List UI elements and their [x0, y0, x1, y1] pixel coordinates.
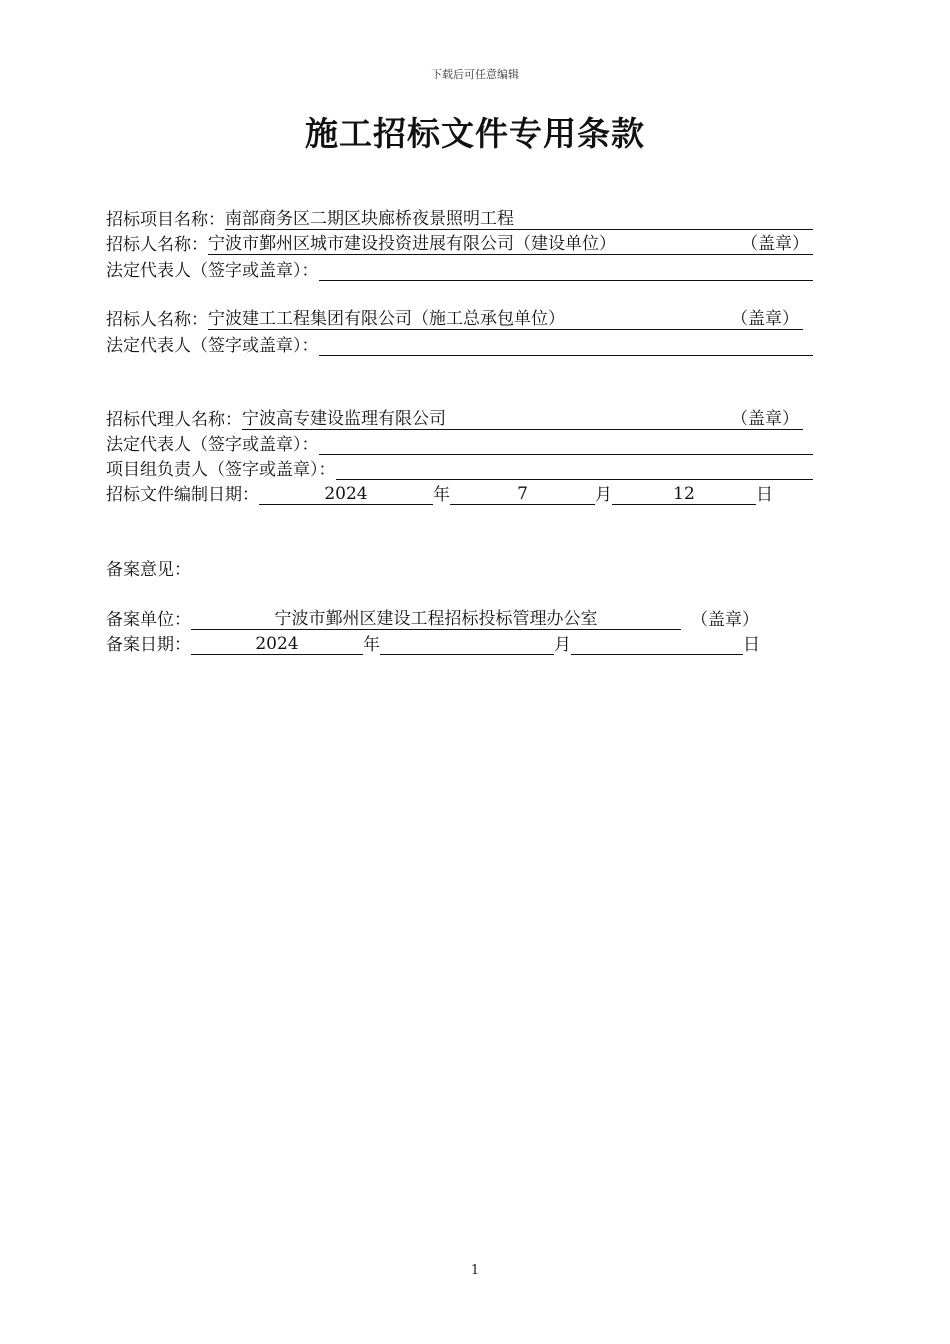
filing-unit-field [191, 609, 681, 630]
filing-date-month-unit: 月 [554, 635, 571, 655]
compile-date-day-field [612, 484, 756, 505]
agent-rep-label: 法定代表人（签字或盖章）： [106, 435, 319, 455]
filing-opinion-line [106, 556, 813, 580]
filing-date-year-unit: 年 [363, 635, 380, 655]
filing-seal: （盖章） [691, 610, 759, 630]
compile-date-day: 12 [673, 484, 695, 504]
agent-rep-signature-field[interactable] [319, 434, 814, 455]
tenderer2-seal: （盖章） [731, 309, 799, 329]
filing-date-year-field [191, 634, 363, 655]
tenderer2-name-line [106, 306, 803, 330]
compile-date-month: 7 [517, 484, 528, 504]
filing-date-day-field[interactable] [571, 634, 743, 655]
compile-date-line [106, 481, 813, 505]
compile-date-month-field [450, 484, 595, 505]
project-name-label: 招标项目名称： [106, 210, 225, 230]
filing-opinion-label: 备案意见： [106, 560, 191, 580]
agent-name-field [242, 409, 803, 430]
tenderer1-rep-line [106, 257, 813, 281]
project-name-field [225, 209, 813, 230]
filing-unit-label: 备案单位： [106, 610, 191, 630]
compile-date-year: 2024 [324, 484, 368, 504]
filing-date-day-unit: 日 [743, 635, 760, 655]
document-title: 施工招标文件专用条款 [305, 114, 645, 153]
tenderer1-name-line [106, 231, 813, 255]
tenderer1-name-value: 宁波市鄞州区城市建设投资进展有限公司（建设单位） [208, 234, 616, 254]
tenderer2-rep-line [106, 332, 813, 356]
tenderer2-rep-label: 法定代表人（签字或盖章）： [106, 336, 319, 356]
agent-leader-line [106, 456, 813, 480]
compile-date-day-unit: 日 [756, 485, 773, 505]
compile-date-year-field [259, 484, 433, 505]
tenderer1-rep-label: 法定代表人（签字或盖章）： [106, 261, 319, 281]
header-note: 下载后可任意编辑 [431, 68, 519, 81]
tenderer2-name-value: 宁波建工工程集团有限公司（施工总承包单位） [208, 309, 565, 329]
filing-date-year: 2024 [255, 634, 299, 654]
tenderer2-name-label: 招标人名称： [106, 310, 208, 330]
filing-unit-value: 宁波市鄞州区建设工程招标投标管理办公室 [274, 609, 598, 629]
agent-leader-signature-field[interactable] [336, 459, 814, 480]
filing-date-line [106, 631, 813, 655]
project-name-line [106, 206, 813, 230]
filing-unit-line [106, 606, 813, 630]
tenderer1-rep-signature-field[interactable] [319, 260, 814, 281]
tenderer2-rep-signature-field[interactable] [319, 335, 814, 356]
tenderer1-seal: （盖章） [741, 234, 809, 254]
agent-name-line [106, 406, 803, 430]
agent-seal: （盖章） [731, 409, 799, 429]
tenderer2-name-field [208, 309, 803, 330]
agent-rep-line [106, 431, 813, 455]
agent-name-value: 宁波高专建设监理有限公司 [242, 409, 446, 429]
tenderer1-name-field [208, 234, 813, 255]
filing-date-month-field[interactable] [380, 634, 554, 655]
compile-date-month-unit: 月 [595, 485, 612, 505]
page-number: 1 [470, 1263, 480, 1278]
project-name-value: 南部商务区二期区块廊桥夜景照明工程 [225, 209, 514, 229]
filing-date-label: 备案日期： [106, 635, 191, 655]
agent-name-label: 招标代理人名称： [106, 410, 242, 430]
compile-date-year-unit: 年 [433, 485, 450, 505]
tenderer1-name-label: 招标人名称： [106, 235, 208, 255]
compile-date-label: 招标文件编制日期： [106, 485, 259, 505]
agent-leader-label: 项目组负责人（签字或盖章）： [106, 460, 336, 480]
